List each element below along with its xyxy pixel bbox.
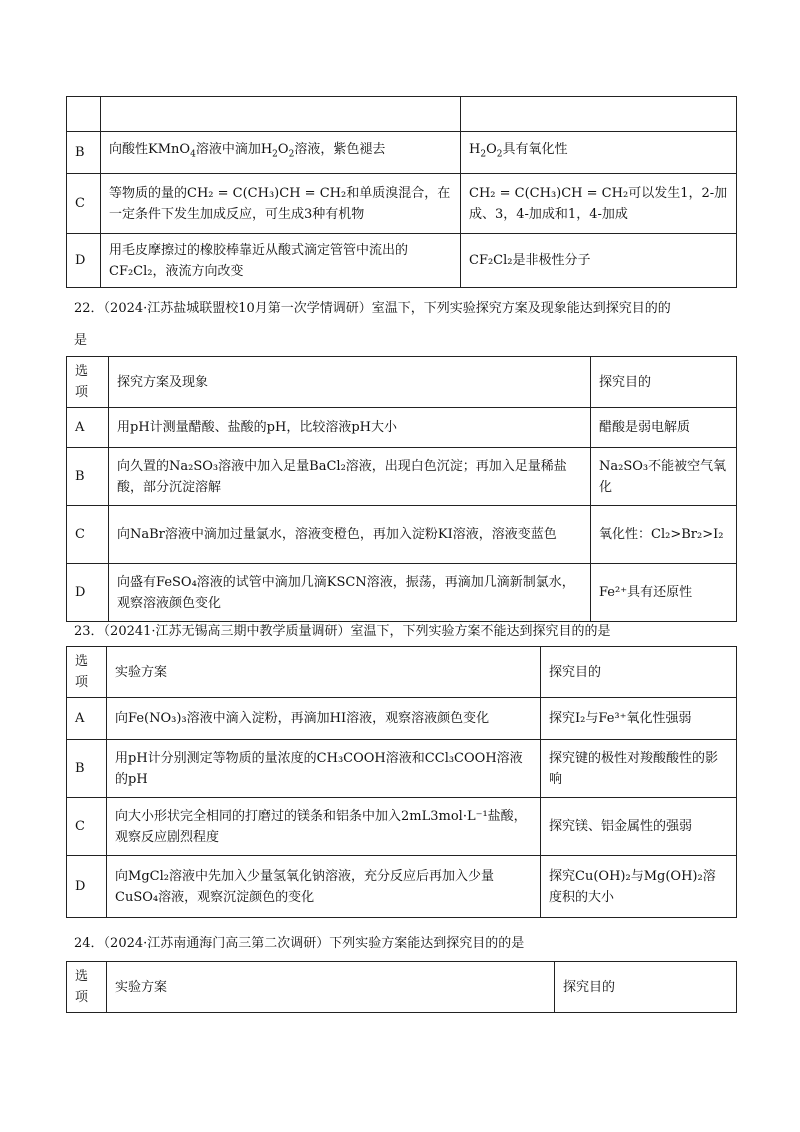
text: 盐酸，观察反应剧烈程度 — [115, 808, 527, 845]
formula: BaCl₂ — [309, 458, 346, 474]
question-23-title: 23．（20241·江苏无锡高三期中教学质量调研）室温下，下列实验方案不能达到探究目的的是 — [74, 624, 611, 639]
formula: CH₂ = C(CH₃)CH = CH₂ — [469, 185, 629, 201]
table-continued — [66, 96, 737, 288]
table-q22 — [66, 356, 737, 622]
header-cell: 实验方案 — [107, 962, 555, 1013]
table-row — [67, 448, 737, 506]
text: 溶液的试管中滴加几滴KSCN溶液，振荡，再滴加几滴新制氯水，观察溶液颜色变化 — [117, 574, 575, 611]
plan-cell — [109, 564, 591, 622]
subscript: 2 — [288, 149, 295, 160]
formula: Mg(OH)₂ — [643, 868, 703, 884]
text: 向 — [115, 868, 129, 884]
text: 探究 — [549, 868, 576, 884]
option-label: C — [67, 506, 109, 564]
formula: Fe(NO₃)₃ — [128, 711, 187, 726]
text: 氧化性： — [599, 527, 652, 542]
text: 向大小形状完全相同的打磨过的镁条和铝条中加入 — [115, 808, 402, 824]
text: 向 — [115, 711, 129, 726]
header-cell: 选项 — [67, 962, 107, 1013]
formula: CH₃COOH — [316, 750, 386, 766]
goal-cell — [591, 506, 737, 564]
text: 可以发生1，2-加成、3，4-加成和1，4-加成 — [469, 185, 728, 222]
formula: Cu(OH)₂ — [575, 868, 631, 884]
option-label: B — [67, 448, 109, 506]
text: 溶液的pH — [115, 750, 523, 787]
plan-cell — [109, 448, 591, 506]
formula: KMnO — [148, 142, 191, 158]
header-cell — [101, 97, 461, 132]
plan-cell: 用pH计测量醋酸、盐酸的pH，比较溶液pH大小 — [109, 408, 591, 448]
text: 用pH计分别测定等物质的量浓度的 — [115, 750, 317, 766]
text: 溶液和 — [385, 750, 425, 766]
option-label: D — [67, 234, 101, 288]
goal-cell — [461, 132, 737, 174]
question-22-title-cont: 是 — [74, 333, 88, 348]
text: 溶液中滴加 — [195, 142, 261, 158]
goal-cell: 探究镁、铝金属性的强弱 — [541, 798, 737, 856]
subscript: 2 — [272, 149, 278, 160]
header-cell: 探究目的 — [591, 357, 737, 408]
formula: CF₂Cl₂ — [109, 263, 153, 279]
table-header-row — [67, 357, 737, 408]
text: 具有氧化性 — [502, 142, 568, 158]
plan-cell — [101, 234, 461, 288]
goal-cell: 醋酸是弱电解质 — [591, 408, 737, 448]
header-cell: 实验方案 — [107, 647, 541, 698]
option-label: B — [67, 132, 101, 174]
formula: O — [277, 142, 289, 158]
text: 溶液中先加入少量氢氧化钠溶液，充分反应后再加入少量 — [168, 868, 494, 884]
formula: Na₂SO₃ — [169, 458, 219, 474]
option-label: A — [67, 408, 109, 448]
formula: 2mL3mol·L⁻¹ — [401, 808, 488, 824]
table-header-row — [67, 962, 737, 1013]
table-q24 — [66, 961, 737, 1013]
text: 探究 — [549, 711, 576, 726]
text: 向酸性 — [109, 142, 149, 158]
text: 氧化性强弱 — [626, 711, 692, 726]
formula: Fe²⁺ — [599, 585, 628, 600]
text: 与 — [585, 711, 599, 726]
formula: Cl₂>Br₂>I₂ — [651, 527, 724, 542]
text: 溶度积的大小 — [549, 868, 716, 905]
option-label: B — [67, 740, 107, 798]
formula: MgCl₂ — [128, 868, 169, 884]
table-row — [67, 234, 737, 288]
header-cell: 选项 — [67, 647, 107, 698]
plan-cell — [107, 698, 541, 740]
plan-cell — [101, 174, 461, 234]
header-cell: 探究目的 — [555, 962, 737, 1013]
formula: CCl₃COOH — [424, 750, 497, 766]
header-cell — [67, 97, 101, 132]
question-22-title: 22．（2024·江苏盐城联盟校10月第一次学情调研）室温下，下列实验探究方案及现象能达到探究目的的 — [74, 301, 671, 316]
text: ，液流方向改变 — [152, 263, 244, 279]
table-row — [67, 798, 737, 856]
text: 溶液，出现白色沉淀；再加入足量稀盐酸，部分沉淀溶解 — [117, 458, 567, 495]
goal-cell — [461, 234, 737, 288]
goal-cell — [591, 448, 737, 506]
option-label: C — [67, 174, 101, 234]
table-row — [67, 698, 737, 740]
header-cell: 探究方案及现象 — [109, 357, 591, 408]
table-row — [67, 408, 737, 448]
plan-cell — [107, 798, 541, 856]
formula: H — [469, 142, 481, 158]
table-row — [67, 740, 737, 798]
table-q23 — [66, 646, 737, 918]
header-cell: 选项 — [67, 357, 109, 408]
formula: Na₂SO₃ — [599, 458, 649, 474]
goal-cell — [541, 698, 737, 740]
formula: H — [260, 142, 273, 158]
text: 具有还原性 — [627, 585, 693, 600]
table-header-row — [67, 647, 737, 698]
plan-cell — [101, 132, 461, 174]
text: 向盛有 — [117, 574, 157, 590]
text: 是非极性分子 — [512, 253, 591, 268]
option-label: A — [67, 698, 107, 740]
plan-cell: 向NaBr溶液中滴加过量氯水，溶液变橙色，再加入淀粉KI溶液，溶液变蓝色 — [109, 506, 591, 564]
text: 用毛皮摩擦过的橡胶棒靠近从酸式滴定管管中流出的 — [109, 242, 409, 258]
text: 溶液中滴入淀粉，再滴加HI溶液，观察溶液颜色变化 — [186, 711, 490, 726]
table-row — [67, 132, 737, 174]
table-row — [67, 174, 737, 234]
formula: O — [486, 142, 497, 158]
goal-cell — [461, 174, 737, 234]
text: 与 — [630, 868, 644, 884]
subscript: 2 — [480, 149, 487, 160]
option-label: D — [67, 564, 109, 622]
formula: I₂ — [575, 711, 586, 726]
question-24-title: 24．（2024·江苏南通海门高三第二次调研）下列实验方案能达到探究目的的是 — [74, 936, 525, 951]
goal-cell — [541, 856, 737, 918]
goal-cell — [591, 564, 737, 622]
text: 溶液中加入足量 — [218, 458, 310, 474]
formula: Fe³⁺ — [598, 711, 627, 726]
header-cell: 探究目的 — [541, 647, 737, 698]
goal-cell: 探究键的极性对羧酸酸性的影响 — [541, 740, 737, 798]
formula: CF₂Cl₂ — [469, 253, 513, 268]
text: 等物质的量的 — [109, 185, 188, 201]
subscript: 4 — [190, 149, 196, 160]
plan-cell — [107, 856, 541, 918]
subscript: 2 — [496, 149, 503, 160]
table-header-row — [67, 97, 737, 132]
option-label: C — [67, 798, 107, 856]
text: 溶液，紫色褪去 — [294, 142, 386, 158]
option-label: D — [67, 856, 107, 918]
formula: FeSO₄ — [156, 574, 197, 590]
header-cell — [461, 97, 737, 132]
text: 和单质溴混合，在一定条件下发生加成反应，可生成3种有机物 — [109, 185, 451, 222]
formula: CH₂ = C(CH₃)CH = CH₂ — [187, 185, 347, 201]
table-row — [67, 564, 737, 622]
text: 向久置的 — [117, 458, 170, 474]
text: 不能被空气氧化 — [599, 458, 727, 495]
text: 溶液，观察沉淀颜色的变化 — [158, 889, 315, 905]
formula: CuSO₄ — [115, 889, 159, 905]
table-row — [67, 506, 737, 564]
table-row — [67, 856, 737, 918]
plan-cell — [107, 740, 541, 798]
